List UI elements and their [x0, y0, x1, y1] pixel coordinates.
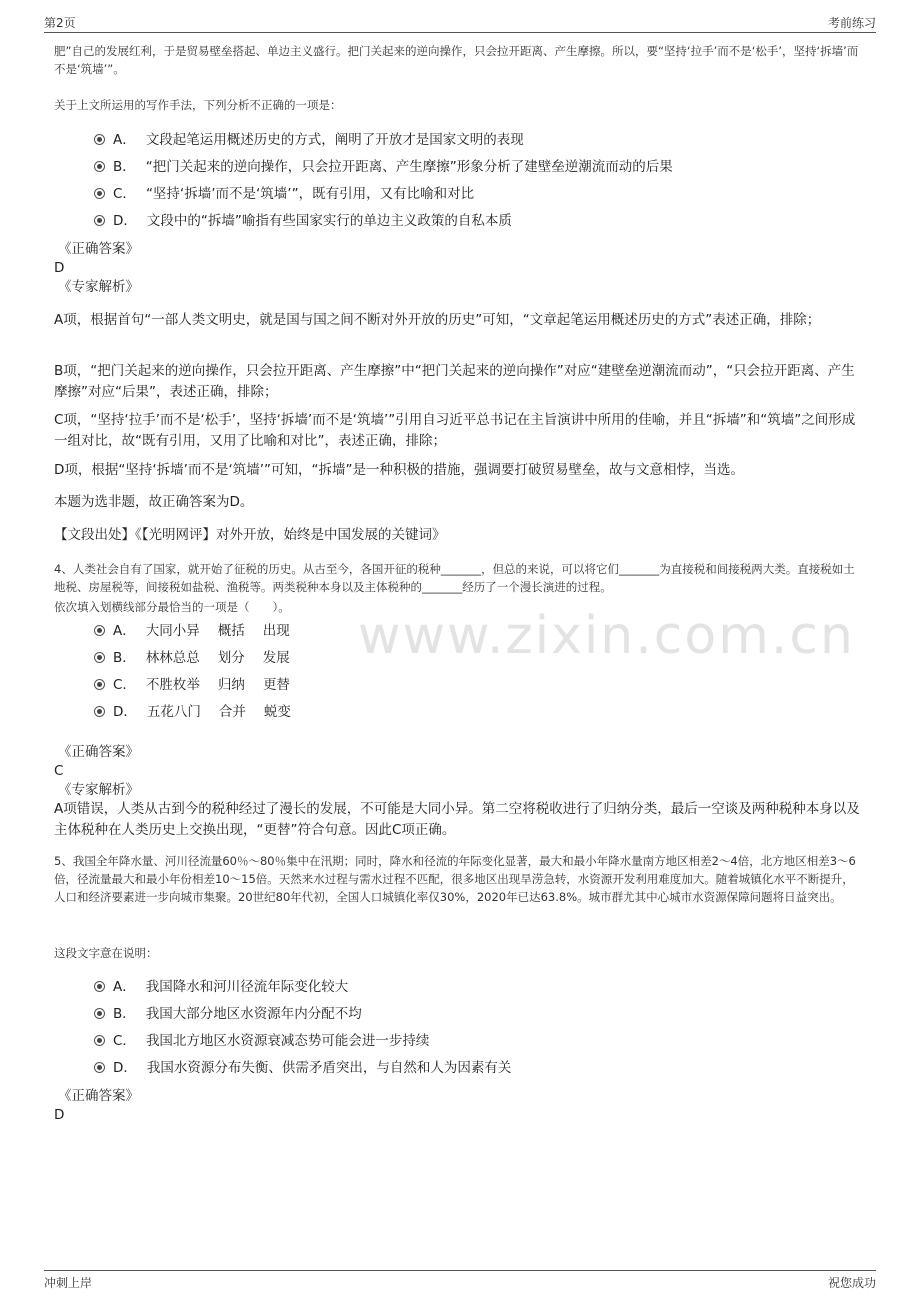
q5-question: 这段文字意在说明：: [54, 946, 158, 960]
q3-option-c[interactable]: C． “坚持‘拆墙’而不是‘筑墙’”，既有引用，又有比喻和对比: [94, 184, 474, 204]
radio-icon[interactable]: [94, 652, 105, 663]
radio-icon[interactable]: [94, 215, 105, 226]
q4-option-d[interactable]: D． 五花八门 合并 蜕变: [94, 702, 309, 722]
radio-icon[interactable]: [94, 1008, 105, 1019]
radio-icon[interactable]: [94, 1062, 105, 1073]
q4-option-b[interactable]: B． 林林总总 划分 发展: [94, 648, 308, 668]
q3-analysis-d: D项，根据“坚持‘拆墙’而不是‘筑墙’”可知，“拆墙”是一种积极的措施，强调要打破贸易壁垒，故与文意相悖，当选。: [54, 462, 745, 478]
radio-icon[interactable]: [94, 134, 105, 145]
q4-answer: C: [54, 763, 64, 779]
radio-icon[interactable]: [94, 1035, 105, 1046]
footer-right-text: 祝您成功: [827, 1276, 876, 1290]
q3-source: 【文段出处】《【光明网评】对外开放，始终是中国发展的关键词》: [54, 527, 446, 543]
radio-icon[interactable]: [94, 981, 105, 992]
q4-question: 依次填入划横线部分最恰当的一项是（ ）。: [54, 600, 290, 614]
footer-left-text: 冲刺上岸: [44, 1276, 93, 1290]
q3-analysis-conclusion: 本题为选非题，故正确答案为D。: [54, 494, 254, 510]
q5-option-a[interactable]: A． 我国降水和河川径流年际变化较大: [94, 977, 348, 997]
q3-question: 关于上文所运用的写作手法，下列分析不正确的一项是：: [54, 98, 342, 112]
q3-option-a[interactable]: A． 文段起笔运用概述历史的方式，阐明了开放才是国家文明的表现: [94, 130, 524, 150]
q3-analysis-b: B项，“把门关起来的逆向操作，只会拉开距离、产生摩擦”中“把门关起来的逆向操作”对应“建壁垒逆潮流而动”，“只会拉开距离、产生摩擦”对应“后果”，表述正确，排除；: [54, 363, 855, 400]
q4-option-c[interactable]: C． 不胜枚举 归纳 更替: [94, 675, 308, 695]
radio-icon[interactable]: [94, 161, 105, 172]
page-footer: [44, 1270, 876, 1292]
radio-icon[interactable]: [94, 625, 105, 636]
header-title: 考前练习: [827, 16, 876, 30]
q4-stem: 4、人类社会自有了国家，就开始了征税的历史。从古至今，各国开征的税种_______，但总的来说，可以将它们_______为直接税和间接税两大类。直接税如土地税、房屋税等，间接税如盐税、渔税等。两类税种本身以及主体税种的_______经历了一个漫长演进的过程。: [54, 562, 855, 594]
q3-analysis-c: C项，“坚持‘拉手’而不是‘松手’，坚持‘拆墙’而不是‘筑墙’”引用自习近平总书记在主旨演讲中所用的佳喻，并且“拆墙”和“筑墙”之间形成一组对比，故“既有引用，又用了比喻和对比”，表述正确，排除；: [54, 412, 856, 449]
q3-analysis-a: A项，根据首句“一部人类文明史，就是国与国之间不断对外开放的历史”可知，“文章起笔运用概述历史的方式”表述正确，排除；: [54, 312, 821, 328]
q4-analysis-label: 《专家解析》: [58, 782, 139, 798]
radio-icon[interactable]: [94, 679, 105, 690]
q4-analysis: A项错误，人类从古到今的税种经过了漫长的发展，不可能是大同小异。第二空将税收进行了归纳分类，最后一空谈及两种税种本身以及主体税种在人类历史上交换出现，“更替”符合句意。因此C项正确。: [54, 801, 860, 838]
q5-option-b[interactable]: B． 我国大部分地区水资源年内分配不均: [94, 1004, 362, 1024]
q5-answer: D: [54, 1107, 65, 1123]
q3-option-d[interactable]: D． 文段中的“拆墙”喻指有些国家实行的单边主义政策的自私本质: [94, 211, 512, 231]
q3-analysis-label: 《专家解析》: [58, 279, 139, 295]
page-number: 第2页: [44, 16, 76, 30]
q5-option-c[interactable]: C． 我国北方地区水资源衰减态势可能会进一步持续: [94, 1031, 429, 1051]
radio-icon[interactable]: [94, 706, 105, 717]
radio-icon[interactable]: [94, 188, 105, 199]
q3-answer-label: 《正确答案》: [58, 241, 139, 257]
q5-answer-label: 《正确答案》: [58, 1088, 139, 1104]
q3-option-b[interactable]: B． “把门关起来的逆向操作，只会拉开距离、产生摩擦”形象分析了建壁垒逆潮流而动的后果: [94, 157, 673, 177]
q5-stem: 5、我国全年降水量、河川径流量60％～80％集中在汛期；同时，降水和径流的年际变化显著，最大和最小年降水量南方地区相差2～4倍，北方地区相差3～6倍，径流量最大和最小年份相差10～15倍。天然来水过程与需水过程不匹配，很多地区出现旱涝急转，水资源开发利用难度加大。随着城镇化水平不断提升，人口和经济要素进一步向城市集聚。20世纪80年代初，全国人口城镇化率仅30%，2020年已达63.8%。城市群尤其中心城市水资源保障问题将日益突出。: [54, 854, 856, 904]
q4-option-a[interactable]: A． 大同小异 概括 出现: [94, 621, 308, 641]
q4-answer-label: 《正确答案》: [58, 744, 139, 760]
watermark: www.zixin.com.cn: [358, 606, 855, 666]
q3-answer: D: [54, 260, 65, 276]
q5-option-d[interactable]: D． 我国水资源分布失衡、供需矛盾突出，与自然和人为因素有关: [94, 1058, 511, 1078]
q3-passage-tail: 肥”自己的发展红利，于是贸易壁垒搭起、单边主义盛行。把门关起来的逆向操作，只会拉开距离、产生摩擦。所以，要“坚持‘拉手’而不是‘松手’，坚持‘拆墙’而不是‘筑墙’”。: [54, 44, 859, 76]
page-header: [44, 14, 876, 33]
